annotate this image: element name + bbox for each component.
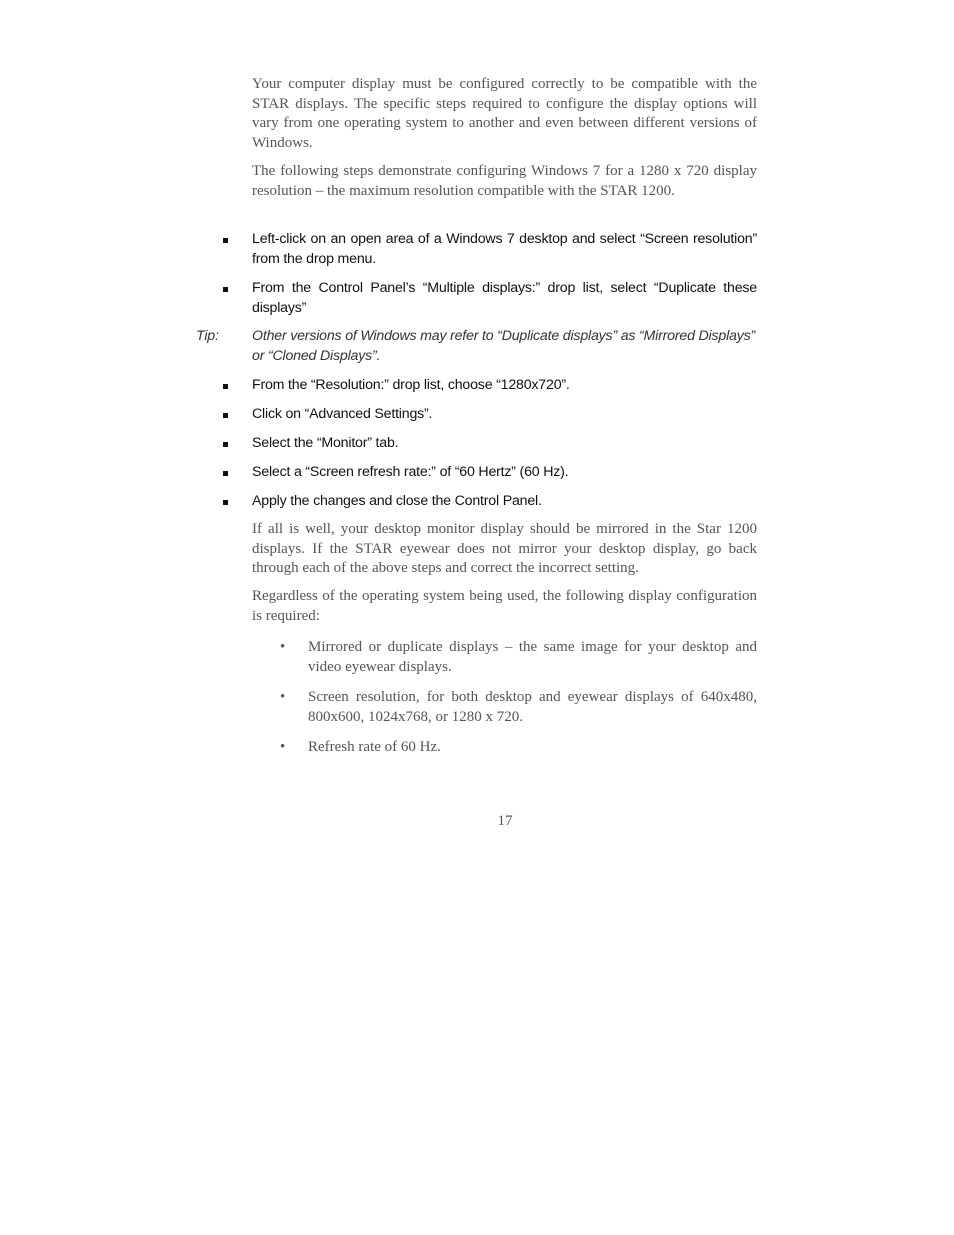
step-item: [223, 376, 757, 396]
requirement-item: [280, 688, 757, 727]
requirement-item: [280, 738, 757, 758]
intro-paragraph-1: Your computer display must be configured correctly to be compatible with the STAR displays. The specific steps required to configure the display options will vary from one operating system to another and even between different versions of Windows.: [252, 76, 757, 151]
tip-label: Tip:: [196, 328, 219, 344]
square-bullet-icon: [223, 384, 228, 389]
step-text: From the Control Panel’s “Multiple displays:” drop list, select “Duplicate these displays”: [252, 280, 757, 316]
bullet-dot-icon: •: [280, 739, 286, 755]
step-item: [223, 230, 757, 269]
step-text: Select the “Monitor” tab.: [252, 435, 399, 451]
step-item: [223, 279, 757, 318]
step-text: Click on “Advanced Settings”.: [252, 406, 433, 422]
tip-note: [196, 327, 757, 366]
requirement-text: Refresh rate of 60 Hz.: [308, 739, 441, 755]
square-bullet-icon: [223, 471, 228, 476]
bullet-dot-icon: •: [280, 689, 286, 705]
outro-paragraph-1: If all is well, your desktop monitor display should be mirrored in the Star 1200 displays. If the STAR eyewear does not mirror your desktop display, go back through each of the above steps and correct the incorrect setting.: [252, 521, 757, 576]
step-item: [223, 405, 757, 425]
step-item: [223, 434, 757, 454]
requirement-text: Screen resolution, for both desktop and eyewear displays of 640x480, 800x600, 1024x768, or 1280 x 720.: [308, 689, 757, 725]
intro-paragraph-2: The following steps demonstrate configuring Windows 7 for a 1280 x 720 display resolution – the maximum resolution compatible with the STAR 1200.: [252, 163, 757, 199]
square-bullet-icon: [223, 442, 228, 447]
requirement-item: [280, 638, 757, 677]
requirement-text: Mirrored or duplicate displays – the same image for your desktop and video eyewear displays.: [308, 639, 757, 675]
step-text: Select a “Screen refresh rate:” of “60 Hertz” (60 Hz).: [252, 464, 569, 480]
square-bullet-icon: [223, 238, 228, 243]
square-bullet-icon: [223, 413, 228, 418]
square-bullet-icon: [223, 500, 228, 505]
tip-text: Other versions of Windows may refer to “Duplicate displays” as “Mirrored Displays” or “Cloned Displays”.: [252, 328, 756, 364]
outro-paragraph-2: Regardless of the operating system being used, the following display configuration is required:: [252, 588, 757, 624]
step-item: [223, 463, 757, 483]
step-text: Apply the changes and close the Control Panel.: [252, 493, 542, 509]
step-item: [223, 492, 757, 512]
square-bullet-icon: [223, 287, 228, 292]
bullet-dot-icon: •: [280, 639, 286, 655]
page-number: 17: [497, 813, 513, 829]
step-text: Left-click on an open area of a Windows 7 desktop and select “Screen resolution” from the drop menu.: [252, 231, 757, 267]
step-text: From the “Resolution:” drop list, choose “1280x720”.: [252, 377, 570, 393]
